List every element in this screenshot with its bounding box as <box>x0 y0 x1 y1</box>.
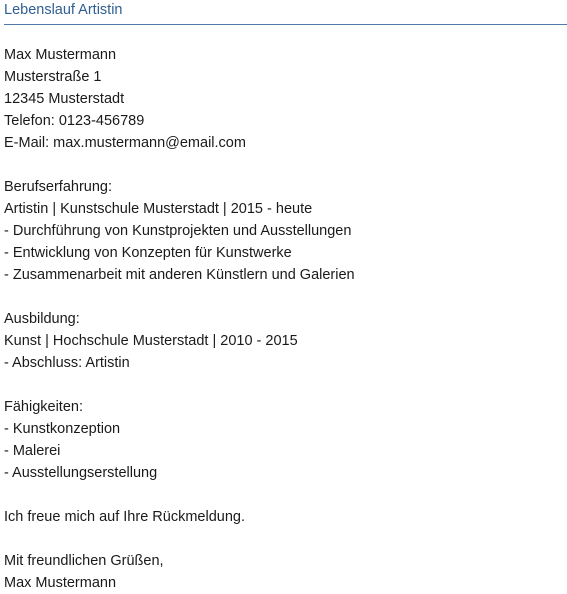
list-item: - Abschluss: Artistin <box>4 355 130 371</box>
closing-section <box>4 506 567 594</box>
spacer <box>4 528 567 550</box>
spacer <box>4 374 567 396</box>
closing-statement: Ich freue mich auf Ihre Rückmeldung. <box>4 509 245 525</box>
document-body <box>4 44 567 594</box>
education-program: Kunst | Hochschule Musterstadt | 2010 - 2015 <box>4 333 298 349</box>
spacer <box>4 484 567 506</box>
experience-position: Artistin | Kunstschule Musterstadt | 2015 - heute <box>4 201 313 217</box>
list-item: - Malerei <box>4 443 61 459</box>
list-item: - Ausstellungserstellung <box>4 465 158 481</box>
experience-heading: Berufserfahrung: <box>4 179 113 195</box>
skills-heading: Fähigkeiten: <box>4 399 83 415</box>
skills-section <box>4 396 567 484</box>
contact-name: Max Mustermann <box>4 47 117 63</box>
experience-section <box>4 176 567 286</box>
education-section <box>4 308 567 374</box>
document-header <box>4 0 567 25</box>
spacer <box>4 154 567 176</box>
contact-email: E-Mail: max.mustermann@email.com <box>4 135 246 151</box>
list-item: - Durchführung von Kunstprojekten und Ausstellungen <box>4 223 352 239</box>
document-page <box>4 0 567 594</box>
spacer <box>4 286 567 308</box>
list-item: - Zusammenarbeit mit anderen Künstlern und Galerien <box>4 267 355 283</box>
contact-block <box>4 44 567 154</box>
list-item: - Entwicklung von Konzepten für Kunstwerke <box>4 245 292 261</box>
signature-name: Max Mustermann <box>4 575 117 591</box>
contact-phone: Telefon: 0123-456789 <box>4 113 145 129</box>
closing-greeting: Mit freundlichen Grüßen, <box>4 553 164 569</box>
list-item: - Kunstkonzeption <box>4 421 121 437</box>
education-heading: Ausbildung: <box>4 311 80 327</box>
document-title: Lebenslauf Artistin <box>4 2 123 18</box>
contact-street: Musterstraße 1 <box>4 69 102 85</box>
contact-city: 12345 Musterstadt <box>4 91 125 107</box>
